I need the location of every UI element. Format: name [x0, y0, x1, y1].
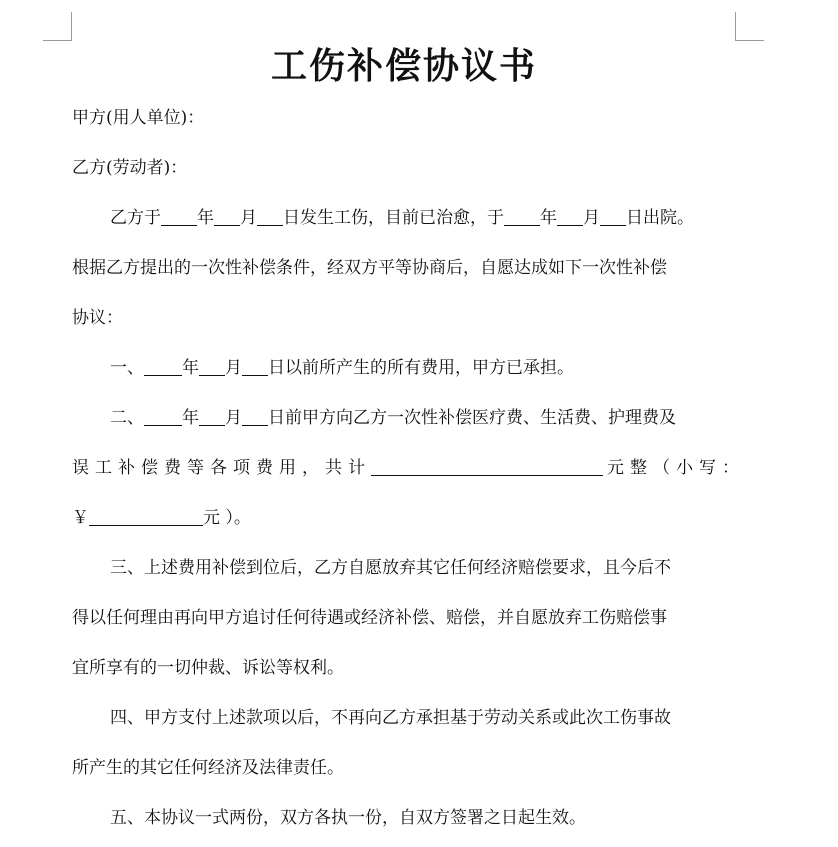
clause-2-year-blank: [144, 407, 182, 426]
discharge-day-blank: [600, 207, 626, 226]
clause-3-line-1: 三、上述费用补偿到位后，乙方自愿放弃其它任何经济赔偿要求，且今后不: [110, 558, 671, 578]
document-title: 工伤补偿协议书: [270, 45, 537, 87]
injury-month-blank: [214, 207, 240, 226]
party-b-label: 乙方(劳动者)：: [72, 158, 188, 178]
intro-text: 日发生工伤，目前已治愈，于: [283, 208, 504, 228]
clause-text: 元 ）。: [203, 508, 251, 528]
page-corner-mark-top-right: [735, 12, 764, 41]
clause-2-line-3: [72, 506, 738, 530]
injury-year-blank: [161, 207, 197, 226]
clause-text: 年: [182, 408, 199, 428]
intro-text: 月: [583, 208, 600, 228]
clause-text: 二、: [110, 408, 144, 428]
injury-day-blank: [257, 207, 283, 226]
clause-text: 年: [182, 358, 199, 378]
clause-text: 月: [225, 358, 242, 378]
clause-5-line-1: 五、本协议一式两份，双方各执一份，自双方签署之日起生效。: [110, 808, 586, 828]
clause-text: 月: [225, 408, 242, 428]
clause-3-line-2: 得以任何理由再向甲方追讨任何待遇或经济补偿、赔偿，并自愿放弃工伤赔偿事: [72, 608, 667, 628]
intro-line-3: 协议：: [72, 308, 123, 328]
clause-text: 元整（小写：: [607, 458, 745, 478]
clause-1-day-blank: [242, 357, 268, 376]
clause-4-line-1: 四、甲方支付上述款项以后，不再向乙方承担基于劳动关系或此次工伤事故: [110, 708, 671, 728]
intro-line-1: [110, 206, 738, 230]
clause-2-line-2: [72, 456, 745, 480]
clause-1-line-1: [110, 356, 738, 380]
clause-4-line-2: 所产生的其它任何经济及法律责任。: [72, 758, 344, 778]
clause-2-month-blank: [199, 407, 225, 426]
clause-2-day-blank: [242, 407, 268, 426]
total-amount-words-blank: [371, 457, 603, 476]
clause-1-year-blank: [144, 357, 182, 376]
intro-line-2: 根据乙方提出的一次性补偿条件，经双方平等协商后，自愿达成如下一次性补偿: [72, 258, 667, 278]
clause-1-month-blank: [199, 357, 225, 376]
clause-text: 日以前所产生的所有费用，甲方已承担。: [268, 358, 574, 378]
clause-text: 误工补偿费等各项费用，共计: [72, 458, 371, 478]
currency-symbol: ￥: [72, 508, 89, 528]
clause-3-line-3: 宜所享有的一切仲裁、诉讼等权利。: [72, 658, 344, 678]
party-a-label: 甲方(用人单位)：: [72, 108, 205, 128]
clause-2-line-1: [110, 406, 738, 430]
intro-text: 年: [540, 208, 557, 228]
intro-text: 月: [240, 208, 257, 228]
clause-text: 日前甲方向乙方一次性补偿医疗费、生活费、护理费及: [268, 408, 676, 428]
clause-text: 一、: [110, 358, 144, 378]
intro-text: 年: [197, 208, 214, 228]
intro-text: 乙方于: [110, 208, 161, 228]
discharge-year-blank: [504, 207, 540, 226]
discharge-month-blank: [557, 207, 583, 226]
total-amount-number-blank: [89, 507, 203, 526]
intro-text: 日出院。: [626, 208, 694, 228]
page-corner-mark-top-left: [43, 12, 72, 41]
